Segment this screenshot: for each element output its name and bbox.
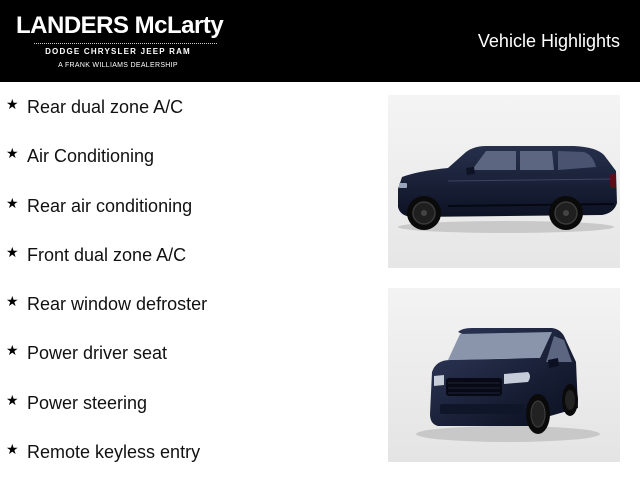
feature-item — [6, 441, 376, 490]
feature-item — [6, 244, 376, 293]
feature-label: Power driver seat — [27, 343, 168, 364]
header-bar — [0, 0, 640, 82]
star-icon: ★ — [6, 392, 19, 409]
logo-divider — [34, 43, 217, 44]
feature-label: Remote keyless entry — [27, 442, 201, 463]
star-icon: ★ — [6, 244, 19, 261]
feature-item — [6, 392, 376, 441]
star-icon: ★ — [6, 294, 19, 311]
star-icon: ★ — [6, 97, 19, 113]
dealer-logo[interactable] — [14, 10, 222, 74]
feature-label: Air Conditioning — [27, 146, 155, 167]
feature-label: Front dual zone A/C — [27, 244, 187, 265]
star-icon: ★ — [6, 146, 19, 163]
feature-item — [6, 293, 376, 342]
feature-item — [6, 195, 376, 244]
feature-label: Power steering — [27, 392, 148, 413]
vehicle-photo-side[interactable] — [388, 95, 620, 268]
feature-label: Rear air conditioning — [27, 195, 193, 216]
logo-brands: DODGE CHRYSLER JEEP RAM — [45, 47, 191, 56]
feature-item — [6, 145, 376, 194]
feature-list — [6, 96, 376, 490]
star-icon: ★ — [6, 442, 19, 459]
feature-item — [6, 96, 376, 145]
suv-front-illustration — [388, 288, 620, 462]
star-icon: ★ — [6, 343, 19, 360]
logo-dealer-line: A FRANK WILLIAMS DEALERSHIP — [58, 62, 178, 69]
page-title: Vehicle Highlights — [477, 31, 620, 51]
feature-label: Rear window defroster — [27, 294, 208, 315]
vehicle-photo-front[interactable] — [388, 288, 620, 462]
star-icon: ★ — [6, 195, 19, 212]
feature-label: Rear dual zone A/C — [27, 97, 184, 117]
feature-item — [6, 342, 376, 391]
suv-side-illustration — [388, 95, 620, 268]
logo-wordmark: LANDERS McLarty — [16, 12, 224, 39]
